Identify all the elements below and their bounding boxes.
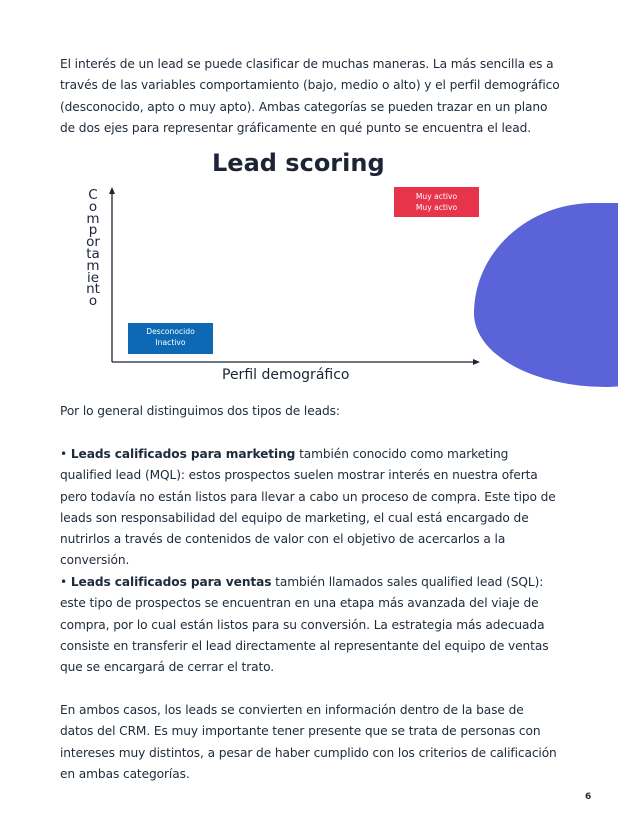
conclusion-paragraph: En ambos casos, los leads se convierten en información dentro de la base de datos del CRM. Es muy importante tener presente que se trata de personas con intereses muy distintos, a pesar de haber cumplido con los criterios de calificación en ambas categorías. [60,703,557,781]
sql-bullet: • [60,575,68,589]
page-number: 6 [585,792,592,802]
mql-bullet: • [60,447,68,461]
sql-body: también llamados sales qualified lead (SQL): este tipo de prospectos se encuentran en una etapa más avanzada del viaje de compra, por lo cual están listos para su conversión. La estrategia más adecuada consiste en transferir el lead directamente al representante del equipo de ventas que se encargará de cerrar el trato. [60,575,549,675]
chart-title: Lead scoring [212,149,385,177]
high-lead-box-line1: Muy activo [415,192,458,201]
low-lead-box [128,323,213,354]
x-axis-label: Perfil demográfico [222,367,350,383]
low-lead-box-line2: Inactivo [155,337,186,347]
decorative-blob [474,203,618,387]
sql-title: Leads calificados para ventas [70,575,272,589]
y-axis-arrowhead [109,187,115,194]
high-lead-box-line2: Muy activo [415,202,458,212]
intro-paragraph: El interés de un lead se puede clasificar de muchas maneras. La más sencilla es a través de las variables comportamiento (bajo, medio o alto) y el perfil demográfico (desconocido, apto o muy apto). Ambas categorías se pueden trazar en un plano de dos ejes para representar gráficamente en qué punto se encuentra el lead. [60,57,560,135]
sql-paragraph [60,572,560,678]
low-lead-box-line1: Desconocido [146,327,195,336]
mql-paragraph [60,444,560,572]
lead-types-intro: Por lo general distinguimos dos tipos de leads: [60,404,340,418]
high-lead-box [394,187,479,217]
mql-body: también conocido como marketing qualified lead (MQL): estos prospectos suelen mostrar interés en nuestra oferta pero todavía no están listos para llevar a cabo un proceso de compra. Este tipo de leads son responsabilidad del equipo de marketing, el cual está encargado de nutrirlos a través de contenidos de valor con el objetivo de acercarlos a la conversión. [60,447,556,568]
mql-title: Leads calificados para marketing [70,447,296,461]
y-axis-label: Comportamiento [86,187,100,310]
x-axis-arrowhead [473,359,480,365]
